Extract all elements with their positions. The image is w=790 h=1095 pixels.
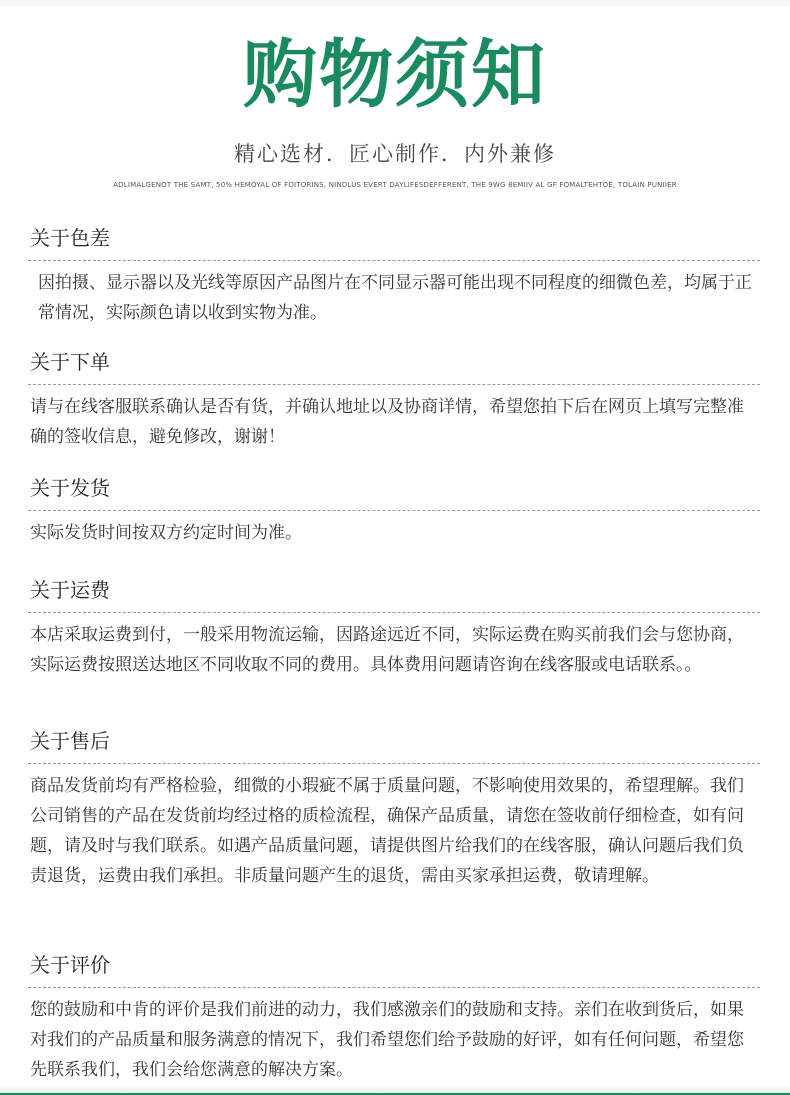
section-body: 商品发货前均有严格检验，细微的小瑕疵不属于质量问题，不影响使用效果的，希望理解。我们公司销售的产品在发货前均经过格的质检流程，确保产品质量，请您在签收前仔细检查，如有问题，请及时与我们联系。如遇产品质量问题，请提供图片给我们的在线客服，确认问题后我们负责退货，运费由我们承担。非质量问题产生的退货，需由买家承担运费，敬请理解。 — [30, 776, 744, 886]
section-freight — [28, 580, 760, 680]
section-divider — [28, 763, 760, 764]
page-title: 购物须知 — [243, 32, 547, 118]
section-heading: 关于评价 — [30, 953, 110, 977]
section-body: 您的鼓励和中肯的评价是我们前进的动力，我们感激亲们的鼓励和支持。亲们在收到货后，如果对我们的产品质量和服务满意的情况下，我们希望您们给予鼓励的好评，如有任何问题，希望您先联系我们，我们会给您满意的解决方案。 — [30, 1000, 744, 1080]
section-color-difference — [28, 228, 760, 328]
section-body: 实际发货时间按双方约定时间为准。 — [30, 523, 302, 543]
header-band — [0, 0, 790, 6]
section-divider — [28, 510, 760, 511]
section-divider — [28, 260, 760, 261]
section-shipping — [28, 478, 760, 548]
section-heading: 关于下单 — [30, 350, 110, 374]
section-heading: 关于发货 — [30, 476, 110, 500]
page-subtitle: 精心选材．匠心制作．内外兼修 — [234, 142, 556, 166]
section-divider — [28, 384, 760, 385]
section-after-sales — [28, 731, 760, 891]
section-divider — [28, 612, 760, 613]
section-body: 因拍摄、显示器以及光线等原因产品图片在不同显示器可能出现不同程度的细微色差，均属于正常情况，实际颜色请以收到实物为准。 — [38, 273, 752, 323]
section-body: 请与在线客服联系确认是否有货，并确认地址以及协商详情，希望您拍下后在网页上填写完整准确的签收信息，避免修改，谢谢！ — [30, 397, 744, 447]
page-tagline: ADLIMALGENOT THE SAMT, 50% HEMOYAL OF FOITORINS, NINDLUS EVERT DAYLIFESDEFFERENT, THE 9WG 8EMIIV AL GF FOMALTEHTOE, TOLAIN PUNIIER — [113, 181, 677, 189]
section-heading: 关于运费 — [30, 578, 110, 602]
section-reviews — [28, 955, 760, 1085]
section-ordering — [28, 352, 760, 452]
section-heading: 关于色差 — [30, 226, 110, 250]
section-divider — [28, 987, 760, 988]
section-body: 本店采取运费到付，一般采用物流运输，因路途远近不同，实际运费在购买前我们会与您协商，实际运费按照送达地区不同收取不同的费用。具体费用问题请咨询在线客服或电话联系。。 — [30, 625, 744, 675]
section-heading: 关于售后 — [30, 729, 110, 753]
